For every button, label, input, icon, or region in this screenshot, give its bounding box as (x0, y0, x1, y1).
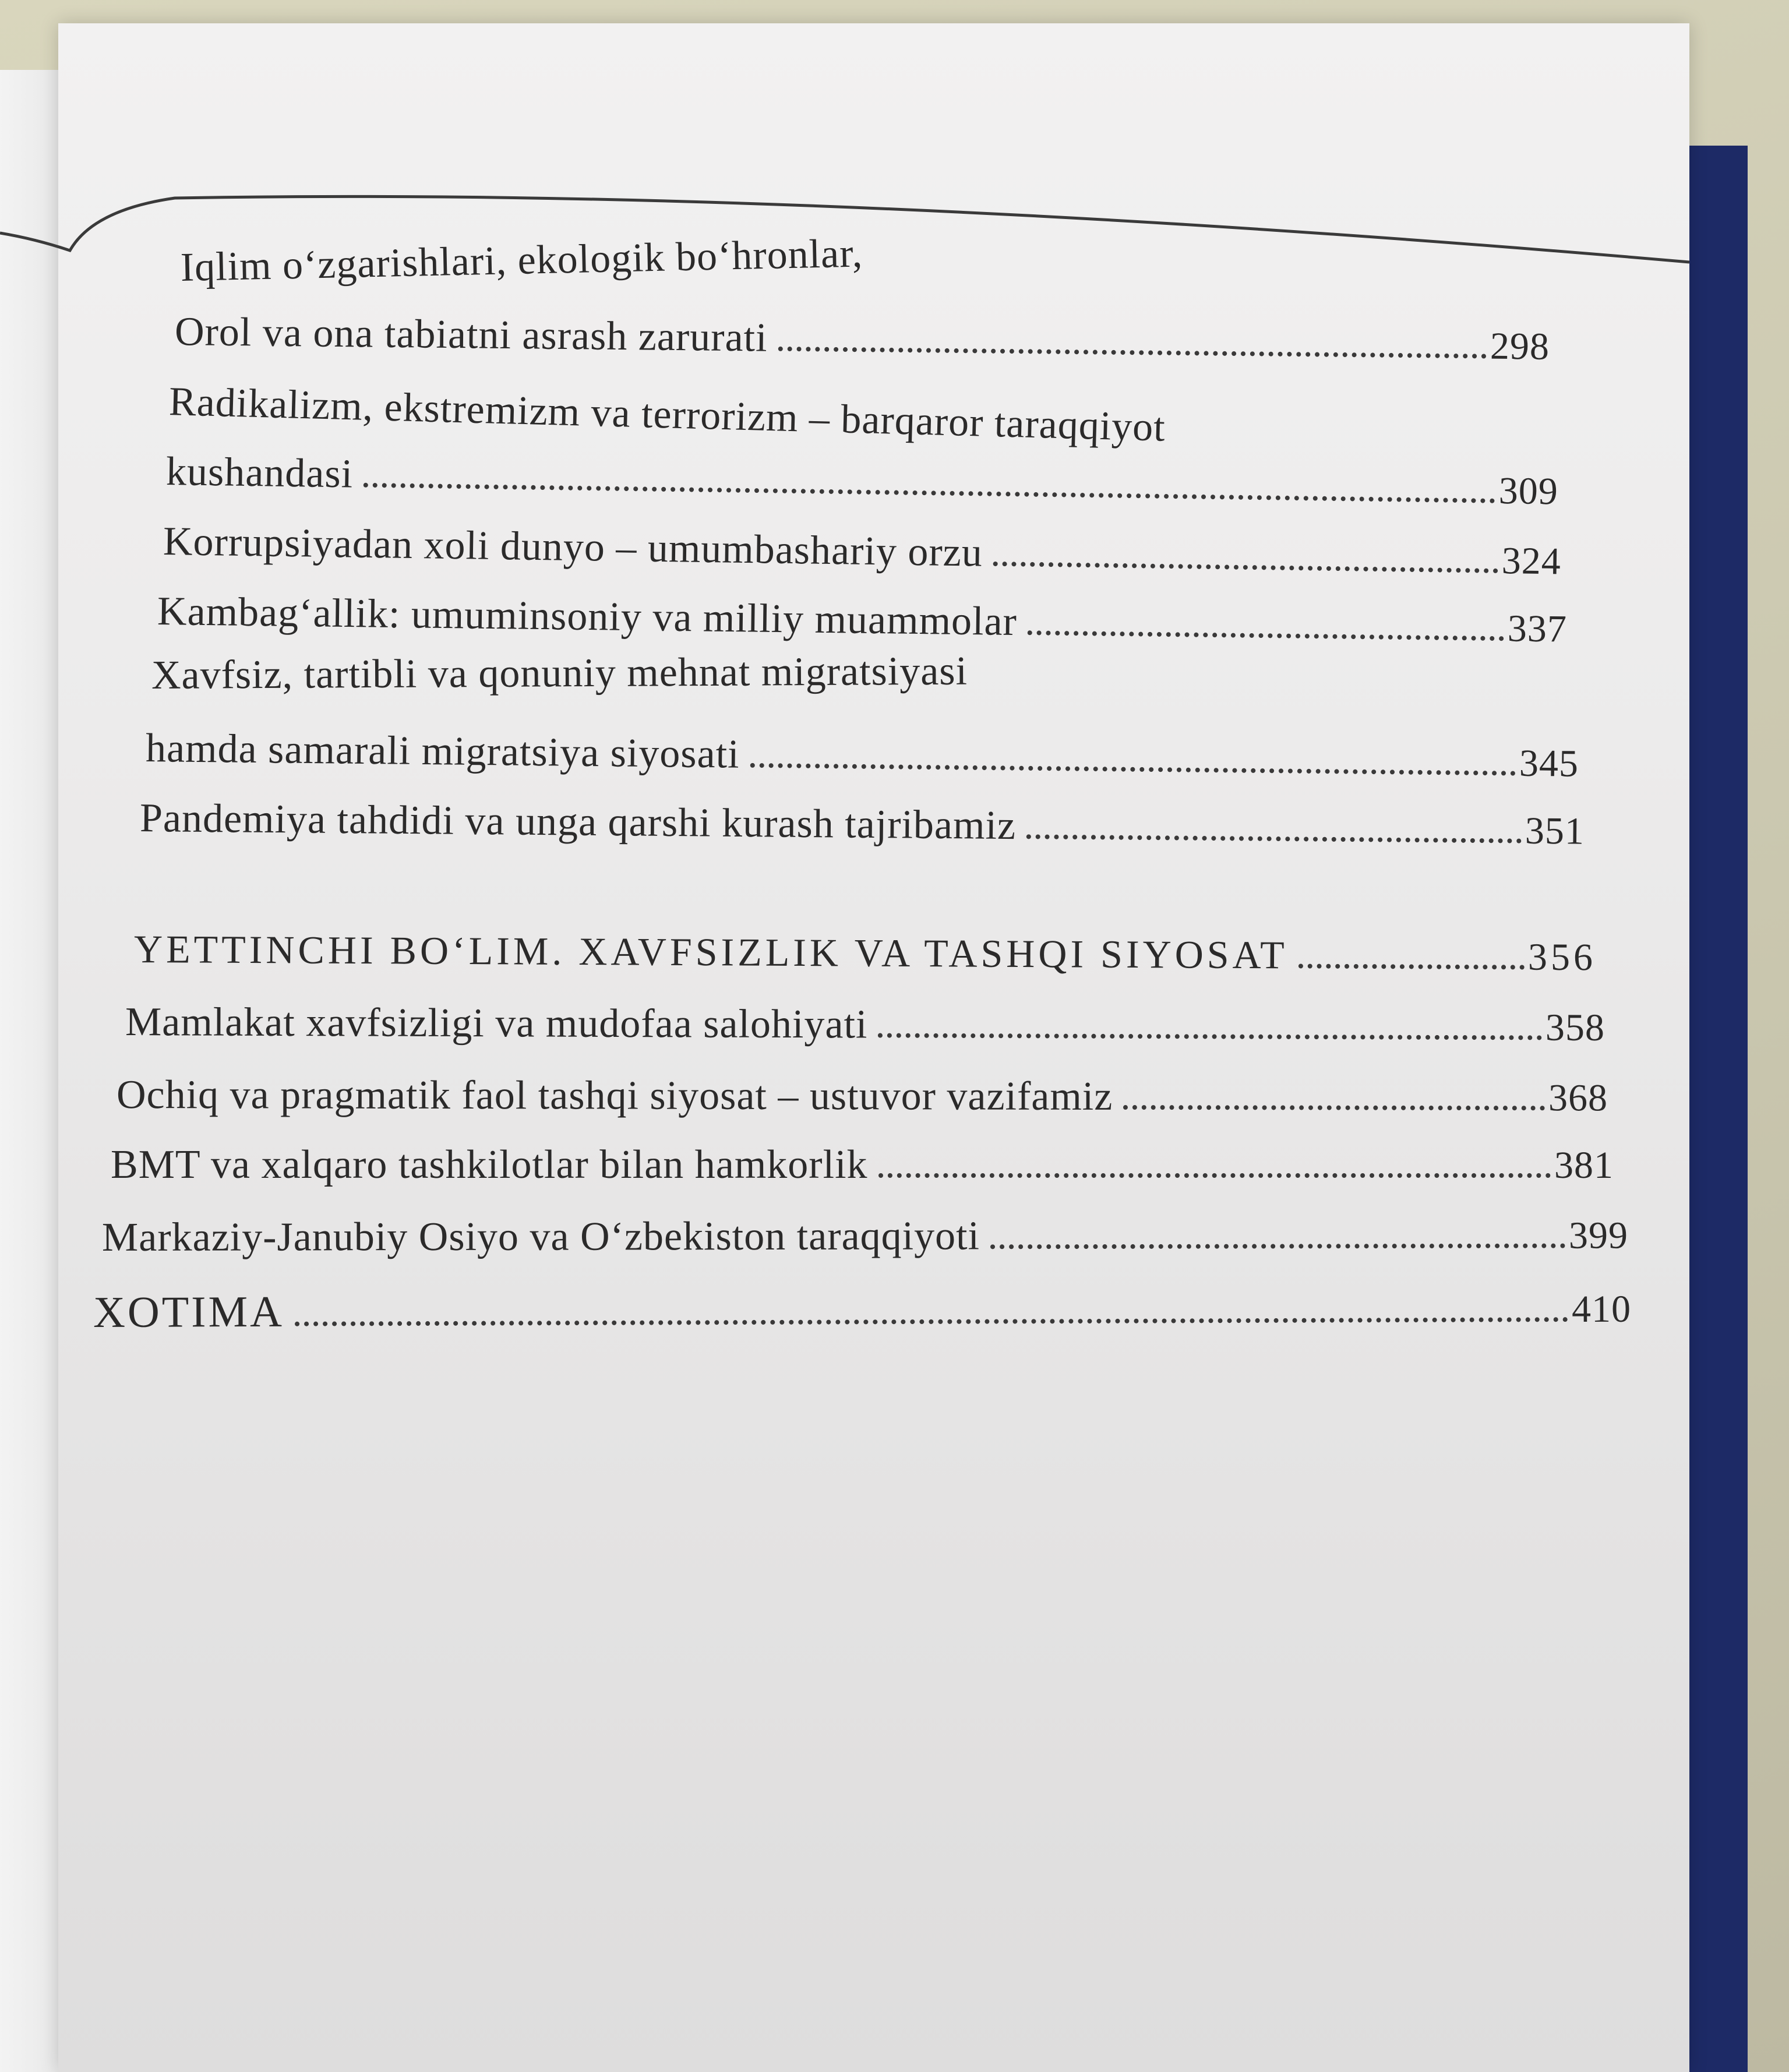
toc-entry-label: YETTINCHI BOʻLIM. XAVFSIZLIK VA TASHQI SIYOSAT (133, 927, 1288, 977)
toc-page-number: 381 (1554, 1144, 1614, 1187)
toc-entry (125, 999, 1605, 1057)
toc-entry (93, 1282, 1631, 1340)
toc-entry-label: BMT va xalqaro tashkilotlar bilan hamkorlik (111, 1142, 868, 1187)
dot-leader (1123, 1105, 1545, 1110)
dot-leader (778, 347, 1486, 359)
toc-entry-label: Xavfsiz, tartibli va qonuniy mehnat migratsiyasi (151, 648, 968, 698)
toc-entry (168, 379, 1364, 463)
toc-entry (180, 228, 997, 297)
dot-leader (1298, 963, 1525, 969)
toc-entry-label: Pandemiya tahdidi va unga qarshi kurash tajribamiz (139, 796, 1017, 849)
toc-entry-label: XOTIMA (93, 1287, 285, 1337)
dot-leader (993, 562, 1498, 573)
dot-leader (364, 483, 1495, 503)
toc-page-number: 358 (1545, 1006, 1605, 1049)
toc-page-number: 410 (1571, 1287, 1632, 1331)
toc-entry (117, 1072, 1608, 1127)
dot-leader (878, 1173, 1551, 1178)
toc-entry (146, 725, 1579, 793)
toc-entry-label: Kambagʻallik: umuminsoniy va milliy muammolar (157, 589, 1018, 645)
toc-page-number: 309 (1498, 469, 1559, 513)
toc-page-number: 368 (1548, 1076, 1608, 1120)
toc-page-number: 399 (1568, 1214, 1629, 1257)
toc-entry-label: Markaziy-Janubiy Osiyo va Oʻzbekiston taraqqiyoti (101, 1213, 980, 1260)
toc-entry-label: Iqlim oʻzgarishlari, ekologik boʻhronlar, (180, 231, 863, 290)
toc-entry-label: hamda samarali migratsiya siyosati (145, 726, 740, 777)
toc-entry (163, 518, 1561, 591)
toc-page-number: 345 (1519, 742, 1579, 785)
toc-page-number: 356 (1527, 936, 1597, 979)
toc-entry (102, 1212, 1628, 1267)
toc-entry-label: Korrupsiyadan xoli dunyo – umumbashariy orzu (163, 519, 983, 576)
toc-entry-label: Ochiq va pragmatik faol tashqi siyosat – ustuvor vazifamiz (116, 1072, 1113, 1119)
toc-page-number: 351 (1525, 809, 1585, 853)
toc-entry (175, 309, 1550, 376)
toc-entry-label: kushandasi (165, 449, 354, 497)
dot-leader (878, 1033, 1542, 1040)
dot-leader (990, 1244, 1565, 1249)
toc-entry-label: Mamlakat xavfsizligi va mudofaa salohiyati (125, 1000, 868, 1047)
toc-entry (157, 588, 1567, 658)
toc-entry (151, 647, 1200, 705)
dot-leader (1028, 630, 1504, 641)
toc-entry-label: Radikalizm, ekstremizm va terrorizm – barqaror taraqqiyot (168, 379, 1166, 450)
toc-entry (140, 795, 1585, 860)
dot-leader (750, 763, 1515, 776)
dot-leader (295, 1317, 1568, 1326)
toc-page-number: 324 (1501, 539, 1562, 583)
toc-entry (111, 1142, 1614, 1194)
toc-entry-label: Orol va ona tabiatni asrash zarurati (174, 309, 768, 361)
toc-section-heading (134, 926, 1596, 986)
dot-leader (1026, 834, 1522, 843)
toc-page-number: 298 (1490, 324, 1550, 368)
toc-page-number: 337 (1507, 607, 1568, 651)
